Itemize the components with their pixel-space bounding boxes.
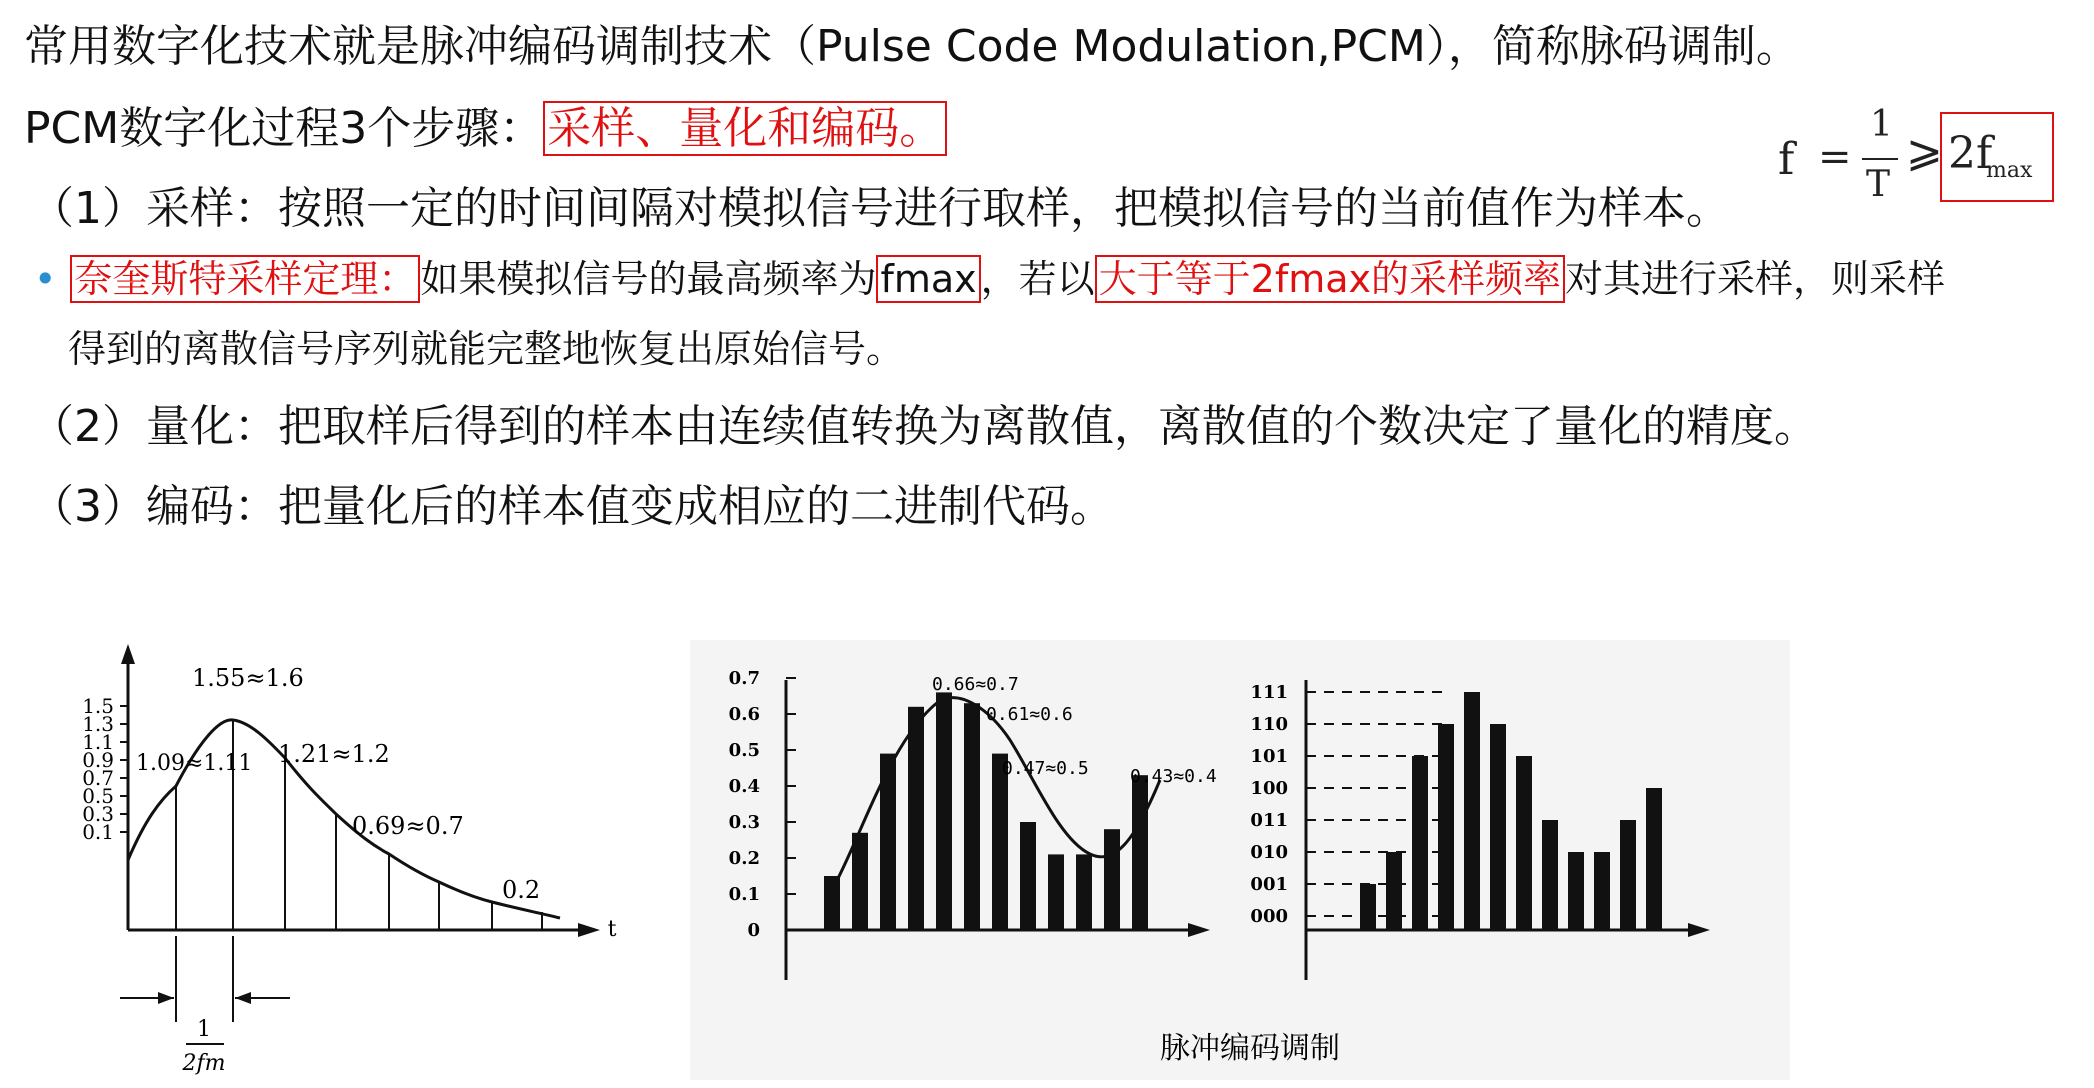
code-x-arrow	[1688, 923, 1710, 937]
bullet-icon: •	[34, 257, 57, 301]
code-y-tick-label: 000	[1250, 906, 1288, 927]
nyquist-text-b: ，若以	[980, 257, 1095, 301]
quant-y-tick-label: 0.4	[728, 776, 760, 797]
formula-eq: =	[1818, 134, 1852, 180]
sample-annotation-1: 1.09≈1.11	[136, 751, 253, 776]
peak-annotation: 1.55≈1.6	[192, 664, 304, 692]
quant-bar	[936, 692, 952, 930]
sample-annotation-3: 0.69≈0.7	[352, 812, 464, 840]
code-bar	[1646, 788, 1662, 930]
formula-denominator: T	[1866, 164, 1891, 205]
steps-highlight: 采样、量化和编码。	[543, 101, 947, 156]
y-tick-group	[82, 694, 128, 844]
code-bar	[1490, 724, 1506, 930]
quant-bar	[852, 833, 868, 930]
steps-line	[24, 92, 947, 156]
y-tick-label: 0.5	[82, 784, 114, 808]
quant-y-tick-label: 0.2	[728, 848, 760, 869]
quant-annotation-2: 0.61≈0.6	[986, 704, 1073, 725]
quant-bar	[1048, 854, 1064, 930]
formula-f: f	[1778, 134, 1795, 185]
formula-subscript: max	[1986, 158, 2033, 183]
y-tick-label: 1.3	[82, 712, 114, 736]
code-bar	[1542, 820, 1558, 930]
quant-x-arrow	[1188, 923, 1210, 937]
code-y-tick-label: 111	[1250, 682, 1288, 703]
code-y-tick-label: 101	[1250, 746, 1288, 767]
quant-bars	[824, 692, 1148, 930]
code-y-tick-label: 010	[1250, 842, 1288, 863]
quant-y-tick-label: 0.3	[728, 812, 760, 833]
interval-numerator: 1	[197, 1017, 211, 1042]
quant-annotation-4: 0.43≈0.4	[1130, 766, 1217, 787]
code-bar	[1620, 820, 1636, 930]
x-axis-label: t	[607, 917, 617, 942]
quant-y-tick-label: 0.5	[728, 740, 760, 761]
code-bar	[1568, 852, 1584, 930]
steps-prefix: PCM数字化过程3个步骤：	[24, 103, 544, 154]
pcm-figure	[690, 640, 1790, 1080]
sample-annotation-2: 1.21≈1.2	[278, 740, 390, 768]
quant-bar	[964, 703, 980, 930]
x-axis-arrow	[578, 923, 600, 937]
quant-y-tick-label: 0.6	[728, 704, 760, 725]
code-bar	[1438, 724, 1454, 930]
quant-bar	[1020, 822, 1036, 930]
code-bar	[1516, 756, 1532, 930]
y-tick-label: 0.3	[82, 802, 114, 826]
formula-fraction-bar	[1862, 158, 1898, 160]
formula-geq: ⩾	[1906, 126, 1943, 177]
y-tick-label: 0.7	[82, 766, 114, 790]
y-tick-label: 0.9	[82, 748, 114, 772]
intro-line: 常用数字化技术就是脉冲编码调制技术（Pulse Code Modulation,PCM），简称脉码调制。	[24, 21, 1800, 72]
quant-annotation-1: 0.66≈0.7	[932, 674, 1019, 695]
formula-numerator: 1	[1870, 104, 1893, 145]
quant-y-tick-label: 0.7	[728, 668, 760, 689]
nyquist-line-cont: 得到的离散信号序列就能完整地恢复出原始信号。	[68, 327, 905, 371]
formula-2f: 2f	[1948, 128, 1993, 179]
quant-bar	[1076, 854, 1092, 930]
quantization-line: （2）量化：把取样后得到的样本由连续值转换为离散值，离散值的个数决定了量化的精度。	[30, 401, 1818, 452]
quant-bar	[1132, 775, 1148, 930]
code-bar	[1464, 692, 1480, 930]
figure-caption: 脉冲编码调制	[1160, 1031, 1340, 1066]
nyquist-text-a: 如果模拟信号的最高频率为	[420, 257, 877, 301]
y-tick-label: 1.1	[82, 730, 114, 754]
sampling-figure-svg	[40, 630, 620, 1080]
code-bar	[1594, 852, 1610, 930]
nyquist-term: 奈奎斯特采样定理：	[70, 255, 420, 303]
quant-bar	[1104, 829, 1120, 930]
code-bar	[1386, 852, 1402, 930]
code-y-tick-label: 110	[1250, 714, 1288, 735]
y-tick-label: 0.1	[82, 820, 114, 844]
arrow-right-icon	[158, 992, 174, 1004]
pcm-figure-svg	[690, 640, 1790, 1080]
y-axis-arrow	[121, 644, 135, 664]
sampling-figure	[40, 630, 620, 1080]
encoding-line: （3）编码：把量化后的样本值变成相应的二进制代码。	[30, 481, 1114, 532]
y-tick-label: 1.5	[82, 694, 114, 718]
quant-y-tick-label: 0	[747, 920, 760, 941]
sampling-line: （1）采样：按照一定的时间间隔对模拟信号进行取样，把模拟信号的当前值作为样本。	[30, 183, 1730, 234]
sample-annotation-4: 0.2	[502, 876, 541, 904]
rate-highlight: 大于等于2fmax的采样频率	[1095, 255, 1565, 303]
code-y-tick-label: 011	[1250, 810, 1288, 831]
code-bar	[1360, 884, 1376, 930]
sampling-formula	[1778, 104, 2054, 208]
interval-denominator: 2fm	[182, 1051, 226, 1076]
arrow-left-icon	[235, 992, 251, 1004]
quant-bar	[824, 876, 840, 930]
quant-y-tick-label: 0.1	[728, 884, 760, 905]
quant-annotation-3: 0.47≈0.5	[1002, 758, 1089, 779]
fmax-highlight: fmax	[876, 255, 980, 303]
code-y-tick-label: 001	[1250, 874, 1288, 895]
quant-bar	[992, 754, 1008, 930]
code-bars	[1360, 692, 1662, 930]
nyquist-text-c: 对其进行采样，则采样	[1565, 257, 1946, 301]
nyquist-line	[34, 248, 1945, 303]
code-y-tick-label: 100	[1250, 778, 1288, 799]
quant-bar	[908, 707, 924, 930]
code-bar	[1412, 756, 1428, 930]
